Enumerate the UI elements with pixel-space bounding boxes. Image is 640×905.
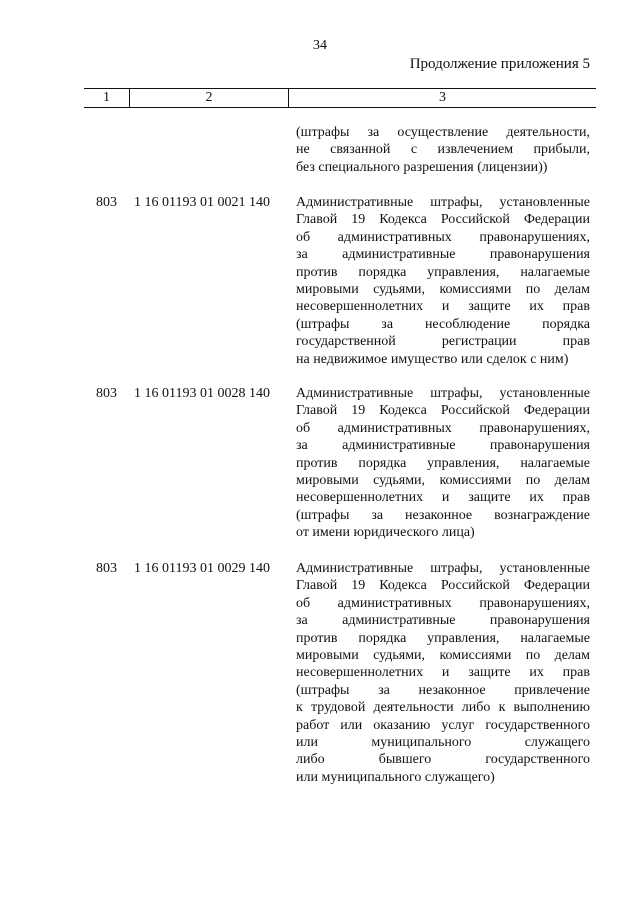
kbk-code: 1 16 01193 01 0021 140 [134,195,270,210]
description-line: (штрафы за несоблюдение порядка [296,316,590,332]
continued-description [296,124,590,176]
column-header-3: 3 [289,89,597,108]
admin-code: 803 [96,386,117,401]
description-line: мировыми судьями, комиссиями по делам [296,647,590,663]
description-line: или муниципального служащего [296,734,590,750]
admin-code: 803 [96,561,117,576]
description-line: несовершеннолетних и защите их прав [296,299,590,315]
description-line: не связанной с извлечением прибыли, [296,142,590,158]
description-line: Главой 19 Кодекса Российской Федерации [296,212,590,228]
page-number: 34 [313,38,327,53]
description-line: об административных правонарушениях, [296,595,590,611]
description-line: за административные правонарушения [296,247,590,263]
kbk-code: 1 16 01193 01 0029 140 [134,561,270,576]
description-line: несовершеннолетних и защите их прав [296,490,590,506]
description-line: к трудовой деятельности либо к выполнению [296,700,590,716]
description-line: Административные штрафы, установленные [296,561,590,576]
continuation-title: Продолжение приложения 5 [409,56,590,72]
description-line: против порядка управления, налагаемые [296,455,590,471]
description-line: за административные правонарушения [296,438,590,454]
kbk-code: 1 16 01193 01 0028 140 [134,386,270,401]
description-line: мировыми судьями, комиссиями по делам [296,472,590,488]
description-line: работ или оказанию услуг государственного [296,717,590,733]
row-description [296,560,590,786]
description-line: Главой 19 Кодекса Российской Федерации [296,578,590,594]
description-line: Административные штрафы, установленные [296,195,590,210]
column-header-1: 1 [84,89,130,108]
description-line: государственной регистрации прав [296,334,590,350]
row-description [296,194,590,368]
description-line: без специального разрешения (лицензии)) [296,159,548,175]
description-line: об административных правонарушениях, [296,420,590,436]
description-line: мировыми судьями, комиссиями по делам [296,281,590,297]
description-line: Главой 19 Кодекса Российской Федерации [296,403,590,419]
description-line: на недвижимое имущество или сделок с ним) [296,351,569,367]
description-line: против порядка управления, налагаемые [296,630,590,646]
admin-code: 803 [96,195,117,210]
column-header-2: 2 [130,89,289,108]
description-line: от имени юридического лица) [296,525,475,541]
description-line: за административные правонарушения [296,613,590,629]
column-header-row [84,88,596,108]
row-description [296,385,590,542]
description-line: (штрафы за незаконное вознаграждение [296,507,590,523]
description-line: несовершеннолетних и защите их прав [296,665,590,681]
description-line: либо бывшего государственного [296,752,590,768]
description-line: против порядка управления, налагаемые [296,264,590,280]
description-line: (штрафы за осуществление деятельности, [296,125,590,140]
description-line: или муниципального служащего) [296,769,495,785]
description-line: Административные штрафы, установленные [296,386,590,401]
description-line: (штрафы за незаконное привлечение [296,682,590,698]
description-line: об административных правонарушениях, [296,229,590,245]
